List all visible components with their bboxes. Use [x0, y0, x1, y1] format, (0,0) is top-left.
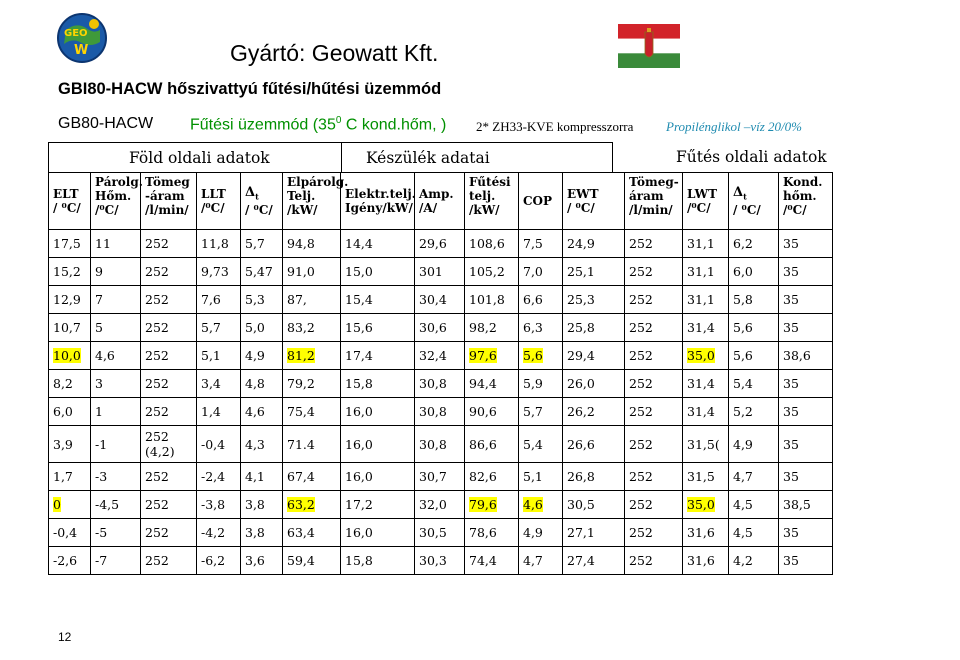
table-cell: 4,5: [729, 519, 779, 547]
col-mass-flow-heating: Tömeg- áram /l/min/: [625, 173, 683, 230]
table-cell: 5,3: [241, 286, 283, 314]
table-cell: 252: [141, 547, 197, 575]
table-cell: 15,8: [341, 547, 415, 575]
table-cell: 5,7: [197, 314, 241, 342]
table-cell: 252: [625, 314, 683, 342]
table-cell: 30,4: [415, 286, 465, 314]
table-cell: 31,1: [683, 258, 729, 286]
table-cell: 35,0: [683, 342, 729, 370]
table-cell: 35: [779, 370, 833, 398]
table-cell: 75,4: [283, 398, 341, 426]
col-ewt: EWT / ⁰C/: [563, 173, 625, 230]
col-llt: LLT /⁰C/: [197, 173, 241, 230]
col-elt: ELT / ⁰C/: [49, 173, 91, 230]
table-cell: 35: [779, 547, 833, 575]
table-cell: 6,0: [49, 398, 91, 426]
table-cell: 31,5: [683, 463, 729, 491]
table-cell: 17,2: [341, 491, 415, 519]
table-cell: 10,7: [49, 314, 91, 342]
table-cell: 32,0: [415, 491, 465, 519]
col-evap-capacity: Elpárolg. Telj. /kW/: [283, 173, 341, 230]
table-cell: 10,0: [49, 342, 91, 370]
table-cell: 5,1: [197, 342, 241, 370]
table-cell: 74,4: [465, 547, 519, 575]
table-cell: 7,5: [519, 230, 563, 258]
col-mass-flow: Tömeg -áram /l/min/: [141, 173, 197, 230]
table-cell: 90,6: [465, 398, 519, 426]
table-cell: -4,2: [197, 519, 241, 547]
table-cell: 5,9: [519, 370, 563, 398]
table-cell: 17,4: [341, 342, 415, 370]
table-cell: 35: [779, 519, 833, 547]
table-cell: 4,9: [519, 519, 563, 547]
col-amp: Amp. /A/: [415, 173, 465, 230]
table-cell: 5,7: [241, 230, 283, 258]
table-cell: 9,73: [197, 258, 241, 286]
table-cell: 30,6: [415, 314, 465, 342]
table-cell: 7,0: [519, 258, 563, 286]
table-cell: 26,8: [563, 463, 625, 491]
table-cell: 31,1: [683, 286, 729, 314]
table-cell: 24,9: [563, 230, 625, 258]
document-title: GBI80-HACW hőszivattyú fűtési/hűtési üzemmód: [58, 80, 442, 98]
table-cell: 5,6: [729, 342, 779, 370]
table-cell: 15,4: [341, 286, 415, 314]
table-cell: 252: [625, 426, 683, 463]
table-cell: 15,6: [341, 314, 415, 342]
geowatt-logo: [56, 12, 108, 64]
table-cell: -0,4: [49, 519, 91, 547]
table-row: [49, 519, 833, 547]
section-headers: [48, 142, 848, 172]
table-cell: 5,1: [519, 463, 563, 491]
svg-text:W: W: [74, 43, 89, 58]
table-cell: 67,4: [283, 463, 341, 491]
table-row: [49, 398, 833, 426]
table-cell: 3,4: [197, 370, 241, 398]
table-cell: 4,8: [241, 370, 283, 398]
table-cell: 3,6: [241, 547, 283, 575]
table-cell: 78,6: [465, 519, 519, 547]
table-cell: 1,7: [49, 463, 91, 491]
table-cell: 30,3: [415, 547, 465, 575]
table-cell: -2,4: [197, 463, 241, 491]
table-cell: 25,8: [563, 314, 625, 342]
table-cell: 5,8: [729, 286, 779, 314]
table-cell: 81,2: [283, 342, 341, 370]
table-cell: 31,5(: [683, 426, 729, 463]
table-cell: -2,6: [49, 547, 91, 575]
table-cell: 252: [625, 230, 683, 258]
table-cell: 94,8: [283, 230, 341, 258]
table-cell: 38,6: [779, 342, 833, 370]
table-cell: 30,5: [415, 519, 465, 547]
table-row: [49, 314, 833, 342]
table-cell: 3,8: [241, 491, 283, 519]
section-ground: Föld oldali adatok: [48, 142, 342, 173]
table-cell: 83,2: [283, 314, 341, 342]
table-cell: 30,8: [415, 398, 465, 426]
fluid-info: Propilénglikol –víz 20/0%: [666, 119, 802, 134]
table-cell: 5,4: [519, 426, 563, 463]
table-row: [49, 258, 833, 286]
table-cell: 252: [141, 463, 197, 491]
table-cell: 27,4: [563, 547, 625, 575]
table-row: [49, 230, 833, 258]
table-header-row: [49, 173, 833, 230]
table-cell: 7: [91, 286, 141, 314]
table-cell: 4,5: [729, 491, 779, 519]
table-cell: -3: [91, 463, 141, 491]
table-cell: 25,3: [563, 286, 625, 314]
table-cell: 252: [141, 370, 197, 398]
table-cell: 252: [625, 491, 683, 519]
table-cell: 252: [141, 491, 197, 519]
table-cell: 71.4: [283, 426, 341, 463]
table-cell: 4,3: [241, 426, 283, 463]
table-cell: 4,7: [519, 547, 563, 575]
table-cell: 105,2: [465, 258, 519, 286]
table-cell: 27,1: [563, 519, 625, 547]
table-cell: 35: [779, 314, 833, 342]
table-cell: 6,0: [729, 258, 779, 286]
table-cell: 6,2: [729, 230, 779, 258]
table-cell: 5,47: [241, 258, 283, 286]
col-delta-t-heating: $\Delta_t$ / ⁰C/: [729, 173, 779, 230]
col-delta-t-ground: $\Delta_t$ / ⁰C/: [241, 173, 283, 230]
table-body: [49, 230, 833, 575]
table-cell: 31,1: [683, 230, 729, 258]
table-cell: 35: [779, 286, 833, 314]
table-cell: -0,4: [197, 426, 241, 463]
table-row: [49, 426, 833, 463]
table-cell: 0: [49, 491, 91, 519]
table-cell: 86,6: [465, 426, 519, 463]
table-cell: 35,0: [683, 491, 729, 519]
table-cell: 30,8: [415, 370, 465, 398]
table-cell: 7,6: [197, 286, 241, 314]
table-cell: 252: [625, 519, 683, 547]
table-cell: 4,6: [91, 342, 141, 370]
table-cell: 8,2: [49, 370, 91, 398]
page-number: 12: [58, 630, 72, 644]
table-cell: 35: [779, 398, 833, 426]
compressor-info: 2* ZH33-KVE kompresszorra: [476, 119, 634, 134]
col-heating-capacity: Fűtési telj. /kW/: [465, 173, 519, 230]
table-cell: 31,6: [683, 519, 729, 547]
table-cell: 15,2: [49, 258, 91, 286]
table-cell: 35: [779, 426, 833, 463]
table-cell: -5: [91, 519, 141, 547]
table-row: [49, 491, 833, 519]
table-row: [49, 286, 833, 314]
table-cell: 94,4: [465, 370, 519, 398]
table-cell: 91,0: [283, 258, 341, 286]
table-cell: 9: [91, 258, 141, 286]
table-cell: 4,6: [241, 398, 283, 426]
table-cell: 252: [625, 286, 683, 314]
table-cell: 79,2: [283, 370, 341, 398]
table-cell: 31,4: [683, 398, 729, 426]
table-cell: 252: [141, 342, 197, 370]
table-cell: 30,7: [415, 463, 465, 491]
table-cell: 3,9: [49, 426, 91, 463]
table-cell: 14,4: [341, 230, 415, 258]
table-cell: 12,9: [49, 286, 91, 314]
table-cell: 6,3: [519, 314, 563, 342]
table-cell: 252: [625, 463, 683, 491]
table-cell: 3,8: [241, 519, 283, 547]
table-cell: 252 (4,2): [141, 426, 197, 463]
table-cell: 16,0: [341, 398, 415, 426]
table-cell: -3,8: [197, 491, 241, 519]
table-cell: 63,4: [283, 519, 341, 547]
table-cell: 16,0: [341, 519, 415, 547]
table-cell: 252: [625, 258, 683, 286]
table-cell: 11: [91, 230, 141, 258]
table-cell: -6,2: [197, 547, 241, 575]
table-cell: 32,4: [415, 342, 465, 370]
table-cell: -4,5: [91, 491, 141, 519]
col-evap-temp: Párolg. Hőm. /⁰C/: [91, 173, 141, 230]
table-cell: 252: [625, 547, 683, 575]
table-cell: 35: [779, 258, 833, 286]
table-cell: 1,4: [197, 398, 241, 426]
table-cell: 4,7: [729, 463, 779, 491]
table-row: [49, 370, 833, 398]
table-cell: 252: [141, 519, 197, 547]
hungarian-flag-icon: [618, 24, 680, 68]
table-cell: 5,7: [519, 398, 563, 426]
table-cell: 108,6: [465, 230, 519, 258]
table-cell: 5: [91, 314, 141, 342]
col-lwt: LWT /⁰C/: [683, 173, 729, 230]
table-cell: 63,2: [283, 491, 341, 519]
col-cop: COP: [519, 173, 563, 230]
table-cell: 4,9: [729, 426, 779, 463]
table-cell: 16,0: [341, 463, 415, 491]
table-cell: 6,6: [519, 286, 563, 314]
table-cell: 26,6: [563, 426, 625, 463]
table-cell: 252: [625, 370, 683, 398]
table-cell: 5,0: [241, 314, 283, 342]
table-cell: 252: [141, 258, 197, 286]
table-cell: 29,6: [415, 230, 465, 258]
table-cell: 97,6: [465, 342, 519, 370]
table-cell: 101,8: [465, 286, 519, 314]
table-cell: 31,4: [683, 370, 729, 398]
table-cell: 252: [625, 342, 683, 370]
table-cell: 1: [91, 398, 141, 426]
table-cell: 35: [779, 230, 833, 258]
manufacturer: Gyártó: Geowatt Kft.: [230, 40, 439, 66]
section-device: Készülék adatai: [340, 142, 613, 173]
table-cell: 11,8: [197, 230, 241, 258]
table-cell: 4,1: [241, 463, 283, 491]
table-cell: 5,6: [519, 342, 563, 370]
table-cell: 30,8: [415, 426, 465, 463]
table-cell: 30,5: [563, 491, 625, 519]
table-cell: 87,: [283, 286, 341, 314]
table-cell: 5,6: [729, 314, 779, 342]
performance-table: [48, 172, 833, 575]
table-cell: 98,2: [465, 314, 519, 342]
table-cell: 35: [779, 463, 833, 491]
table-cell: 25,1: [563, 258, 625, 286]
table-cell: 4,6: [519, 491, 563, 519]
table-cell: 26,2: [563, 398, 625, 426]
table-cell: 82,6: [465, 463, 519, 491]
table-cell: 301: [415, 258, 465, 286]
table-cell: 4,9: [241, 342, 283, 370]
table-cell: 26,0: [563, 370, 625, 398]
model-name: GB80-HACW: [58, 115, 154, 132]
table-cell: 15,8: [341, 370, 415, 398]
table-cell: 5,2: [729, 398, 779, 426]
table-cell: 31,4: [683, 314, 729, 342]
table-cell: -7: [91, 547, 141, 575]
table-cell: 252: [625, 398, 683, 426]
table-cell: 252: [141, 230, 197, 258]
table-cell: 5,4: [729, 370, 779, 398]
table-cell: 31,6: [683, 547, 729, 575]
col-electric-power: Elektr.telj. Igény/kW/: [341, 173, 415, 230]
table-cell: 252: [141, 286, 197, 314]
table-cell: 79,6: [465, 491, 519, 519]
section-heating: Fűtés oldali adatok: [676, 148, 827, 166]
table-cell: 4,2: [729, 547, 779, 575]
table-cell: 29,4: [563, 342, 625, 370]
svg-text:GEO: GEO: [64, 28, 88, 39]
table-row: [49, 342, 833, 370]
operating-mode: Fűtési üzemmód ($35^0$ C kond.hőm, ): [190, 115, 447, 134]
table-row: [49, 547, 833, 575]
table-cell: -1: [91, 426, 141, 463]
table-row: [49, 463, 833, 491]
table-cell: 59,4: [283, 547, 341, 575]
table-cell: 15,0: [341, 258, 415, 286]
table-cell: 3: [91, 370, 141, 398]
table-cell: 252: [141, 398, 197, 426]
table-cell: 16,0: [341, 426, 415, 463]
table-cell: 252: [141, 314, 197, 342]
table-cell: 17,5: [49, 230, 91, 258]
table-cell: 38,5: [779, 491, 833, 519]
col-condensing-temp: Kond. hőm. /⁰C/: [779, 173, 833, 230]
